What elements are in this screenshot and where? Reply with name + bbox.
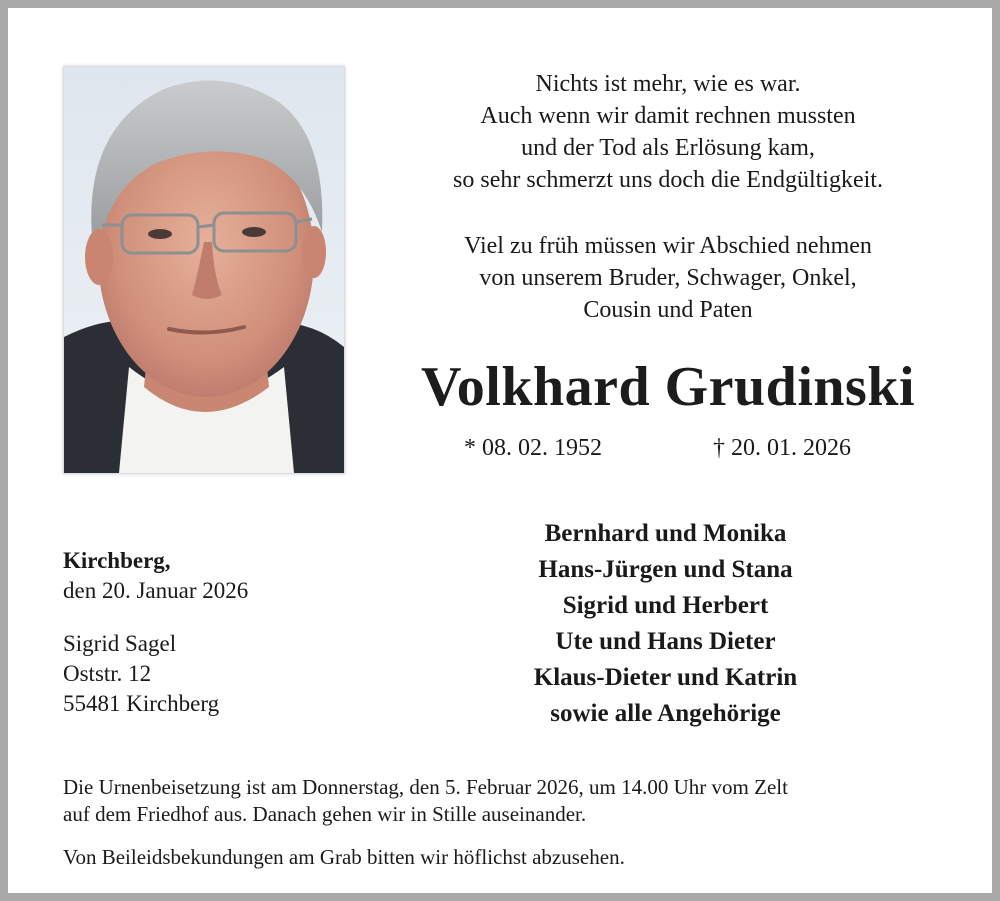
place-and-date <box>63 546 248 606</box>
verse-line: Cousin und Paten <box>583 297 753 323</box>
obituary-card <box>8 8 992 893</box>
verse-bottom <box>368 230 968 326</box>
contact-address <box>63 629 219 719</box>
notice-line: auf dem Friedhof aus. Danach gehen wir in Stille auseinander. <box>63 802 587 826</box>
mourner-entry: Hans-Jürgen und Stana <box>538 556 793 583</box>
mourner-entry: Ute und Hans Dieter <box>555 628 776 655</box>
notice-line: Von Beileidsbekundungen am Grab bitten wir höflichst abzusehen. <box>63 845 625 869</box>
birth-date: * 08. 02. 1952 <box>464 435 602 461</box>
verse-line: so sehr schmerzt uns doch die Endgültigkeit. <box>453 167 883 193</box>
portrait-photo <box>63 66 345 474</box>
address-line: Sigrid Sagel <box>63 631 177 656</box>
verse-line: Viel zu früh müssen wir Abschied nehmen <box>464 233 872 259</box>
address-line: Oststr. 12 <box>63 661 152 686</box>
notice-line: Die Urnenbeisetzung ist am Donnerstag, den 5. Februar 2026, um 14.00 Uhr vom Zelt <box>63 775 788 799</box>
mourner-entry: sowie alle Angehörige <box>550 700 781 727</box>
mourner-entry: Sigrid und Herbert <box>562 592 769 619</box>
mourner-entry: Klaus-Dieter und Katrin <box>533 664 798 691</box>
address-line: 55481 Kirchberg <box>63 691 220 716</box>
condolence-notice <box>63 844 963 871</box>
verse-line: und der Tod als Erlösung kam, <box>521 135 815 161</box>
place-city: Kirchberg, <box>63 548 171 573</box>
verse-line: von unserem Bruder, Schwager, Onkel, <box>479 265 857 291</box>
verse-top <box>368 68 968 196</box>
mourner-entry: Bernhard und Monika <box>544 520 787 547</box>
funeral-notice <box>63 774 963 828</box>
mourners-list <box>368 516 963 732</box>
deceased-name: Volkhard Grudinski <box>420 356 916 418</box>
verse-line: Auch wenn wir damit rechnen mussten <box>480 103 856 129</box>
death-date: † 20. 01. 2026 <box>713 435 851 461</box>
portrait-illustration <box>64 67 344 473</box>
place-date: den 20. Januar 2026 <box>63 578 249 603</box>
verse-line: Nichts ist mehr, wie es war. <box>535 71 801 97</box>
